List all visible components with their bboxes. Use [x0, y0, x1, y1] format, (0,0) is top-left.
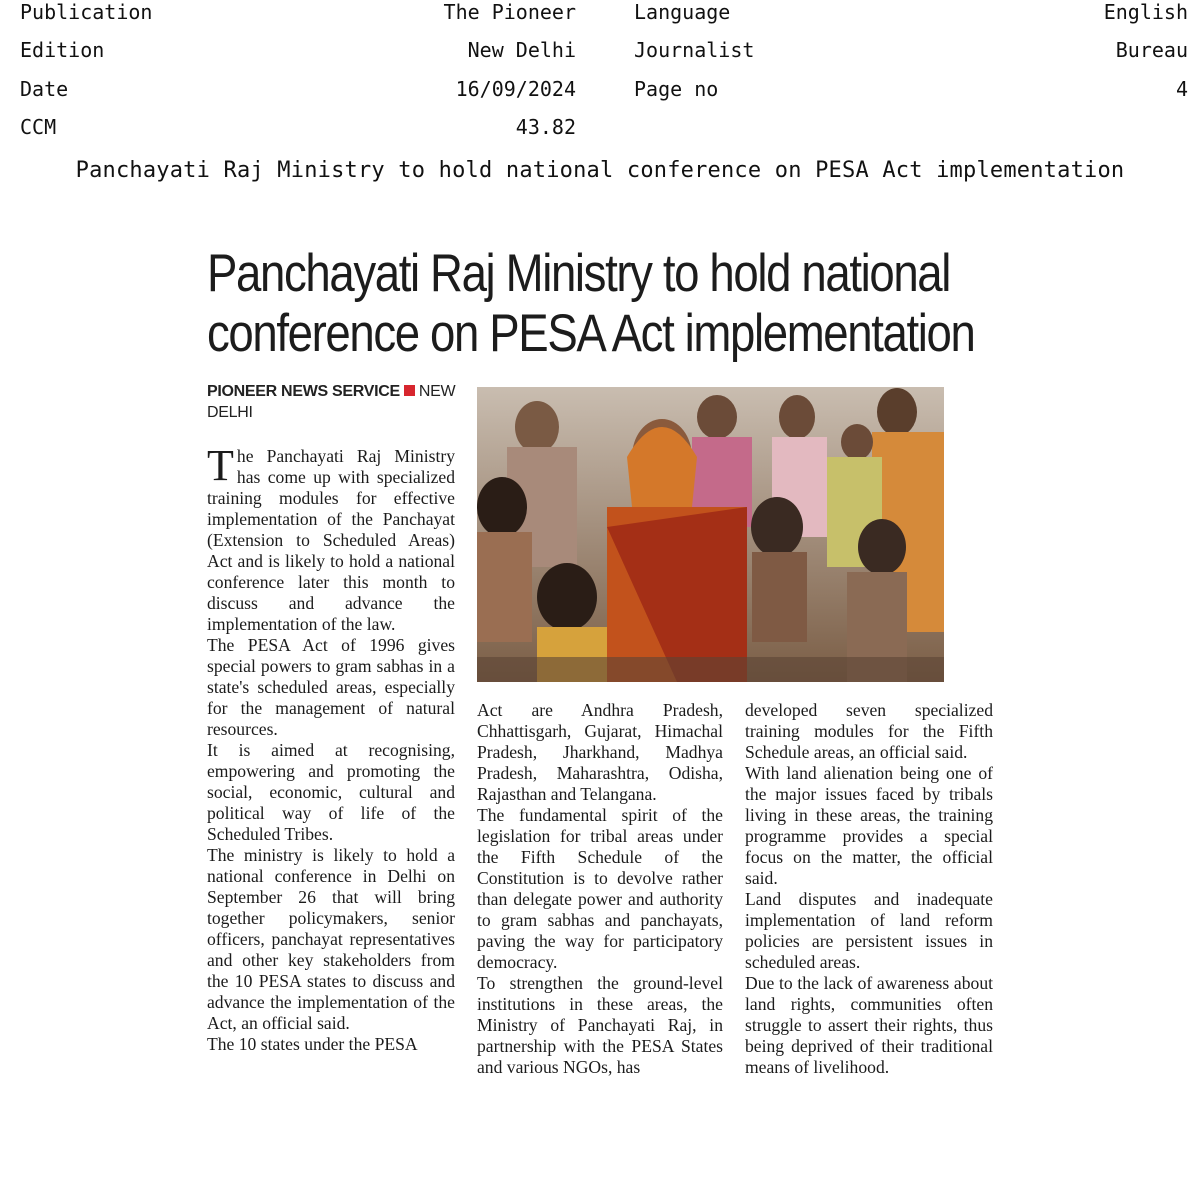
date-value: 16/09/2024 [455, 77, 576, 101]
col1-paragraph-1: he Panchayati Raj Ministry has come up with specialized training modules for effective implementation of the Panchayat (Extension to Scheduled Areas) Act and is likely to hold a national conference later this month to discuss and advance the implementation of the law. [207, 446, 455, 634]
article-photo [477, 387, 944, 682]
article-column-2 [477, 700, 723, 1078]
col3-paragraph-3: Land disputes and inadequate implementation of land reform policies are persistent issues in scheduled areas. [745, 889, 993, 972]
language-value: English [1103, 0, 1188, 24]
journalist-label: Journalist [634, 38, 755, 62]
date-label: Date [20, 77, 69, 101]
col3-paragraph-1: developed seven specialized training modules for the Fifth Schedule areas, an official said. [745, 700, 993, 762]
col1-paragraph-2: The PESA Act of 1996 gives special powers to gram sabhas in a state's scheduled areas, especially for the management of natural resources. [207, 635, 455, 739]
publication-value: The Pioneer [443, 0, 576, 24]
col3-paragraph-4: Due to the lack of awareness about land rights, communities often struggle to assert their rights, thus being deprived of their traditional means of livelihood. [745, 973, 993, 1077]
ccm-value: 43.82 [515, 115, 576, 139]
page-value: 4 [1175, 77, 1188, 101]
byline [207, 381, 457, 423]
article-headline [207, 244, 975, 364]
byline-location: NEW DELHI [207, 383, 456, 421]
language-label: Language [634, 0, 731, 24]
ccm-label: CCM [20, 115, 57, 139]
edition-value: New Delhi [467, 38, 576, 62]
col2-paragraph-2: The fundamental spirit of the legislation for tribal areas under the Fifth Schedule of the Constitution is to devolve rather than delegate power and authority to gram sabhas and panchayats, paving the way for participatory democracy. [477, 805, 723, 972]
journalist-value: Bureau [1115, 38, 1188, 62]
col1-paragraph-3: It is aimed at recognising, empowering and promoting the social, economic, cultural and political way of life of the Scheduled Tribes. [207, 740, 455, 844]
byline-agency: PIONEER NEWS SERVICE [207, 383, 400, 400]
edition-label: Edition [20, 38, 105, 62]
col2-paragraph-3: To strengthen the ground-level institutions in these areas, the Ministry of Panchayati Raj, in partnership with the PESA States and various NGOs, has [477, 973, 723, 1077]
col1-paragraph-5: The 10 states under the PESA [207, 1034, 418, 1054]
document-title: Panchayati Raj Ministry to hold national conference on PESA Act implementation [75, 158, 1125, 183]
headline-line-1: Panchayati Raj Ministry to hold national [207, 244, 951, 303]
col1-paragraph-4: The ministry is likely to hold a national conference in Delhi on September 26 that will bring together policymakers, senior officers, panchayat representatives and other key stakeholders from the 10 PESA states to discuss and advance the implementation of the Act, an official said. [207, 845, 455, 1033]
drop-cap: T [207, 441, 234, 490]
col2-paragraph-1: Act are Andhra Pradesh, Chhattisgarh, Gujarat, Himachal Pradesh, Jharkhand, Madhya Pradesh, Maharashtra, Odisha, Rajasthan and Telangana. [477, 700, 723, 804]
publication-label: Publication [20, 0, 153, 24]
red-square-icon [404, 385, 415, 396]
page-label: Page no [634, 77, 719, 101]
headline-line-2: conference on PESA Act implementation [207, 304, 975, 363]
col3-paragraph-2: With land alienation being one of the major issues faced by tribals living in these areas, the training programme provides a special focus on the matter, the official said. [745, 763, 993, 888]
article-column-3 [745, 700, 993, 1078]
photo-illustration [477, 387, 944, 682]
article-column-1 [207, 441, 455, 1055]
